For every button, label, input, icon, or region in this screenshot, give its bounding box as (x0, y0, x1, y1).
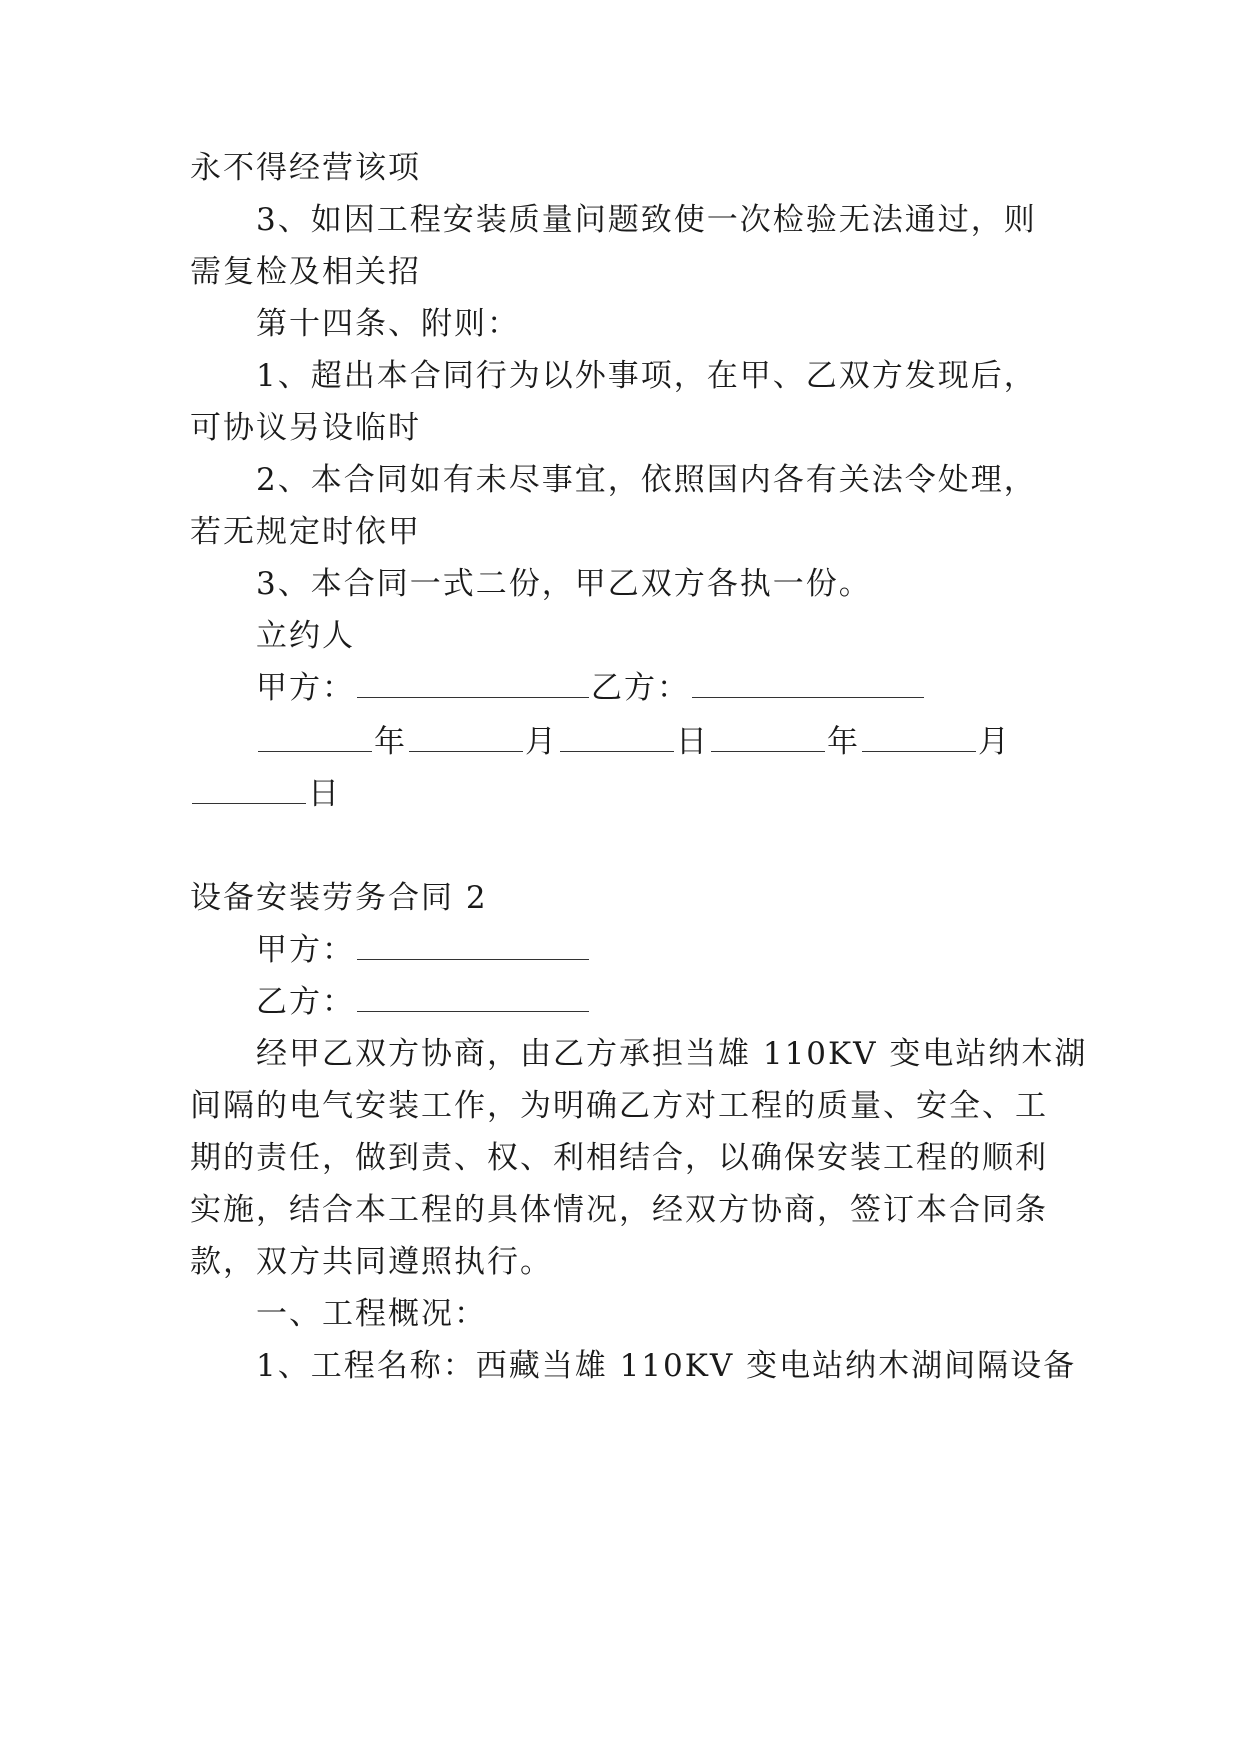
paragraph-line: 款，双方共同遵照执行。 (190, 1244, 553, 1280)
paragraph-line: 间隔的电气安装工作，为明确乙方对工程的质量、安全、工 (190, 1088, 1048, 1124)
paragraph-line: 1、超出本合同行为以外事项，在甲、乙双方发现后， (256, 358, 1037, 394)
party-a-label: 甲方： (256, 932, 355, 968)
party-b-row (256, 982, 591, 1022)
paragraph-line: 可协议另设临时 (190, 410, 421, 446)
party-a-label: 甲方： (256, 670, 355, 706)
party-a-blank (357, 931, 589, 960)
date-row (256, 722, 1011, 762)
paragraph-line: 经甲乙双方协商，由乙方承担当雄 110KV 变电站纳木湖 (256, 1036, 1088, 1072)
month-label: 月 (525, 724, 558, 760)
party-a-row (256, 930, 591, 970)
day-blank (192, 775, 306, 804)
month-blank (862, 723, 976, 752)
paragraph-line: 需复检及相关招 (190, 254, 421, 290)
paragraph-line: 3、如因工程安装质量问题致使一次检验无法通过，则 (256, 202, 1037, 238)
year-blank (258, 723, 372, 752)
signatory-label: 立约人 (256, 618, 355, 654)
party-b-label: 乙方： (591, 670, 690, 706)
party-a-blank (357, 669, 589, 698)
paragraph-line: 3、本合同一式二份，甲乙双方各执一份。 (256, 566, 872, 602)
paragraph-line: 1、工程名称：西藏当雄 110KV 变电站纳木湖间隔设备 (256, 1348, 1077, 1384)
party-b-blank (357, 983, 589, 1012)
paragraph-line: 2、本合同如有未尽事宜，依照国内各有关法令处理， (256, 462, 1037, 498)
paragraph-line: 期的责任，做到责、权、利相结合，以确保安装工程的顺利 (190, 1140, 1048, 1176)
paragraph-line: 若无规定时依甲 (190, 514, 421, 550)
day-label: 日 (676, 724, 709, 760)
paragraph-line: 永不得经营该项 (190, 150, 421, 186)
day-blank (560, 723, 674, 752)
year-label: 年 (827, 724, 860, 760)
month-blank (409, 723, 523, 752)
month-label: 月 (978, 724, 1011, 760)
document-title: 设备安装劳务合同 2 (190, 880, 488, 916)
paragraph-line: 实施，结合本工程的具体情况，经双方协商，签订本合同条 (190, 1192, 1048, 1228)
year-blank (711, 723, 825, 752)
section-heading: 一、工程概况： (256, 1296, 487, 1332)
year-label: 年 (374, 724, 407, 760)
day-label: 日 (308, 776, 341, 812)
party-b-blank (692, 669, 924, 698)
section-heading: 第十四条、附则： (256, 306, 520, 342)
date-row-continued (190, 774, 341, 814)
signature-row (256, 668, 926, 708)
party-b-label: 乙方： (256, 984, 355, 1020)
